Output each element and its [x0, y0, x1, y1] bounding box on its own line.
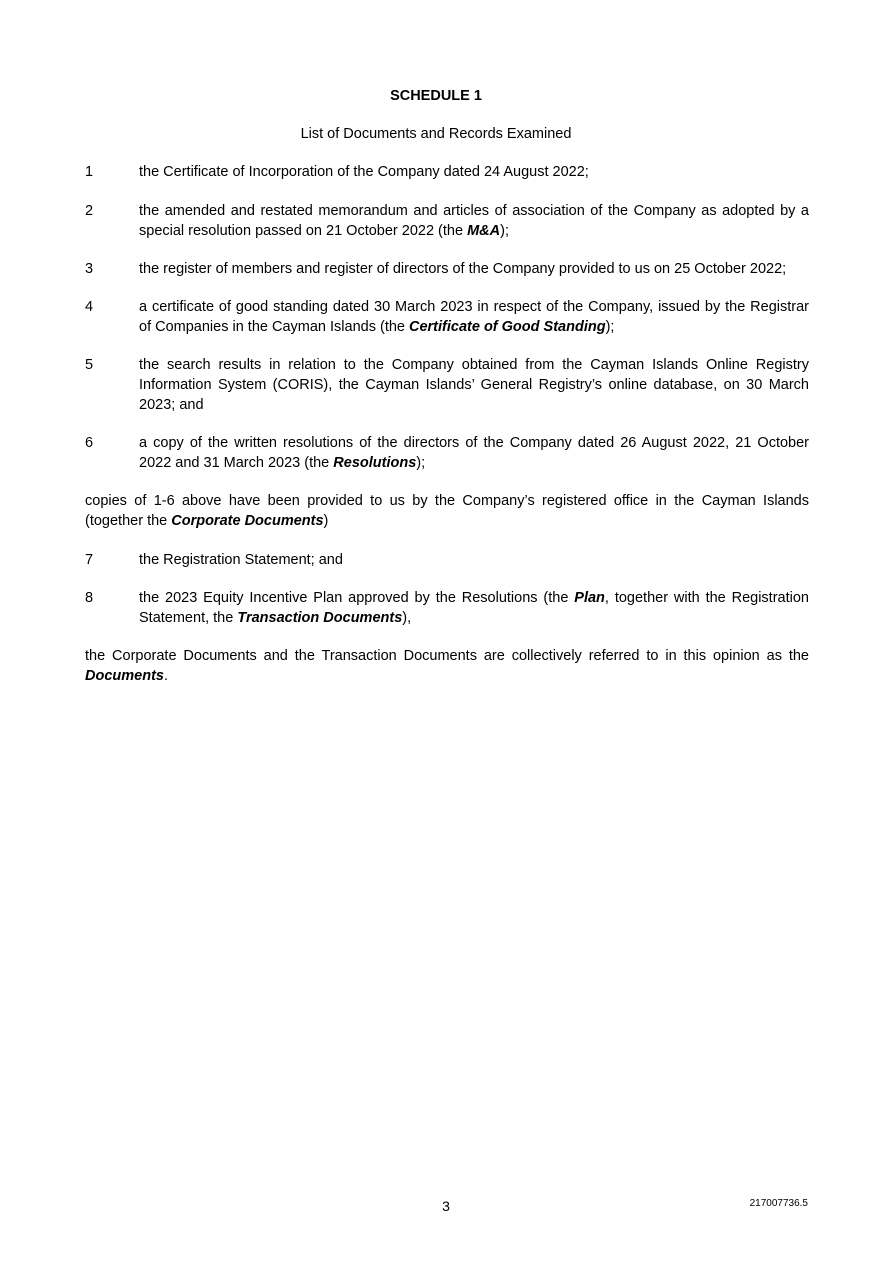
defined-term: Transaction Documents [237, 610, 403, 626]
item-text: the amended and restated memorandum and articles of association of the Company as adopted by a special resolution passed on 21 October 2022 (the M&A); [139, 203, 809, 239]
schedule-title: SCHEDULE 1 [390, 88, 482, 104]
item-number: 6 [85, 435, 94, 451]
item-text: a copy of the written resolutions of the directors of the Company dated 26 August 2022, 21 October 2022 and 31 March 2023 (the Resolutions); [139, 435, 809, 471]
list-item [85, 297, 809, 337]
defined-term: Certificate of Good Standing [409, 319, 606, 335]
item-text: the register of members and register of directors of the Company provided to us on 25 October 2022; [139, 261, 787, 277]
list-item [85, 433, 809, 473]
list-item [85, 201, 809, 241]
item-number: 1 [85, 164, 94, 180]
copies-paragraph: copies of 1-6 above have been provided to us by the Company’s registered office in the Cayman Islands (together the Corporate Documents) [85, 493, 809, 529]
page-number: 3 [442, 1198, 450, 1214]
list-item [85, 259, 809, 279]
closing-paragraph: the Corporate Documents and the Transaction Documents are collectively referred to in this opinion as the Documents. [85, 648, 809, 684]
item-number: 2 [85, 203, 94, 219]
item-number: 7 [85, 552, 94, 568]
item-text: the 2023 Equity Incentive Plan approved by the Resolutions (the Plan, together with the Registration Statement, the Transaction Documents), [139, 590, 809, 626]
defined-term: Documents [85, 668, 164, 684]
item-text: the Registration Statement; and [139, 552, 343, 568]
item-text: the search results in relation to the Company obtained from the Cayman Islands Online Registry Information System (CORIS), the Cayman Islands’ General Registry’s online database, on 30 March 2023; and [139, 357, 809, 413]
list-item [85, 588, 809, 628]
document-reference: 217007736.5 [749, 1198, 808, 1209]
schedule-subtitle: List of Documents and Records Examined [300, 126, 572, 142]
list-item [85, 355, 809, 415]
item-number: 5 [85, 357, 94, 373]
item-text: a certificate of good standing dated 30 March 2023 in respect of the Company, issued by the Registrar of Companies in the Cayman Islands (the Certificate of Good Standing); [139, 299, 809, 335]
defined-term: Plan [574, 590, 605, 606]
defined-term: Corporate Documents [171, 513, 324, 529]
item-number: 4 [85, 299, 94, 315]
list-item [85, 162, 809, 182]
list-item [85, 550, 809, 570]
defined-term: Resolutions [333, 455, 417, 471]
item-number: 3 [85, 261, 94, 277]
defined-term: M&A [467, 223, 501, 239]
item-number: 8 [85, 590, 94, 606]
item-text: the Certificate of Incorporation of the Company dated 24 August 2022; [139, 164, 589, 180]
